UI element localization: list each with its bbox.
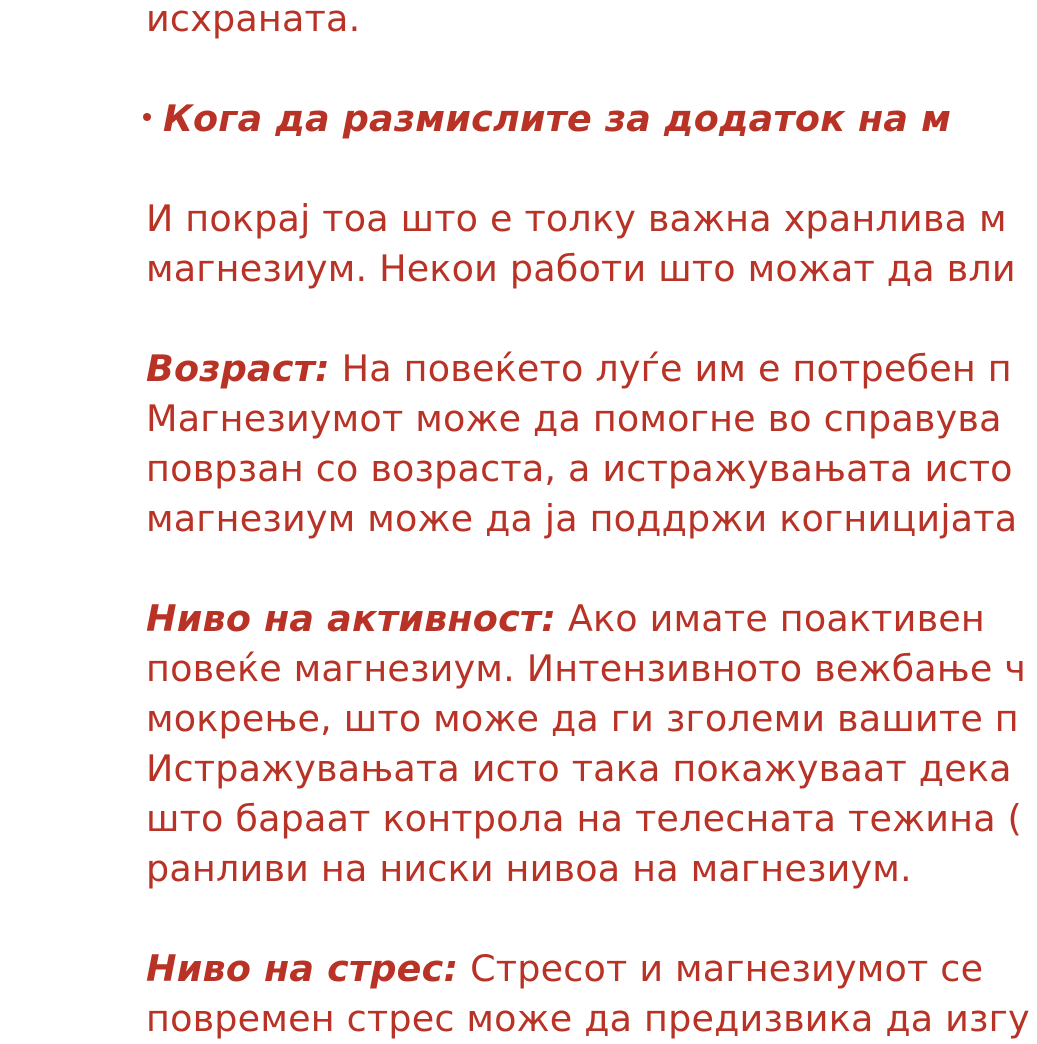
activity-text: Ако имате поактивен — [556, 597, 985, 640]
stress-paragraph-first-line — [146, 944, 983, 994]
paragraph-line: повеќе магнезиум. Интензивното вежбање ч — [146, 647, 1027, 690]
paragraph-line: Истражувањата исто така покажуваат дека — [146, 747, 1012, 790]
age-label: Возраст: — [146, 347, 330, 390]
paragraph-line: магнезиум може да ја поддржи когницијата — [146, 497, 1018, 540]
age-paragraph-first-line — [146, 344, 1012, 394]
activity-paragraph-first-line — [146, 594, 985, 644]
paragraph-line: магнезиум. Некои работи што можат да вли — [146, 247, 1016, 290]
paragraph-line: мокрење, што може да ги зголеми вашите п — [146, 697, 1019, 740]
activity-label: Ниво на активност: — [146, 597, 557, 640]
section-heading — [143, 94, 951, 144]
paragraph-line: И покрај тоа што е толку важна хранлива м — [146, 197, 1007, 240]
paragraph-line: Магнезиумот може да помогне во справува — [146, 397, 1002, 440]
paragraph-line-cut-off: повремен стрес може да предизвика да изгу — [146, 997, 1030, 1040]
stress-text: Стресот и магнезиумот се — [458, 947, 984, 990]
paragraph-line: поврзан со возраста, а истражувањата исто — [146, 447, 1013, 490]
heading-text: Кога да размислите за додаток на м — [163, 97, 952, 140]
paragraph-line: исхраната. — [146, 0, 361, 40]
paragraph-line: ранливи на ниски нивоа на магнезиум. — [146, 847, 912, 890]
bullet-icon — [143, 113, 151, 121]
age-text: На повеќето луѓе им е потребен п — [329, 347, 1012, 390]
paragraph-line: што бараат контрола на телесната тежина ( — [146, 797, 1023, 840]
stress-label: Ниво на стрес: — [146, 947, 459, 990]
